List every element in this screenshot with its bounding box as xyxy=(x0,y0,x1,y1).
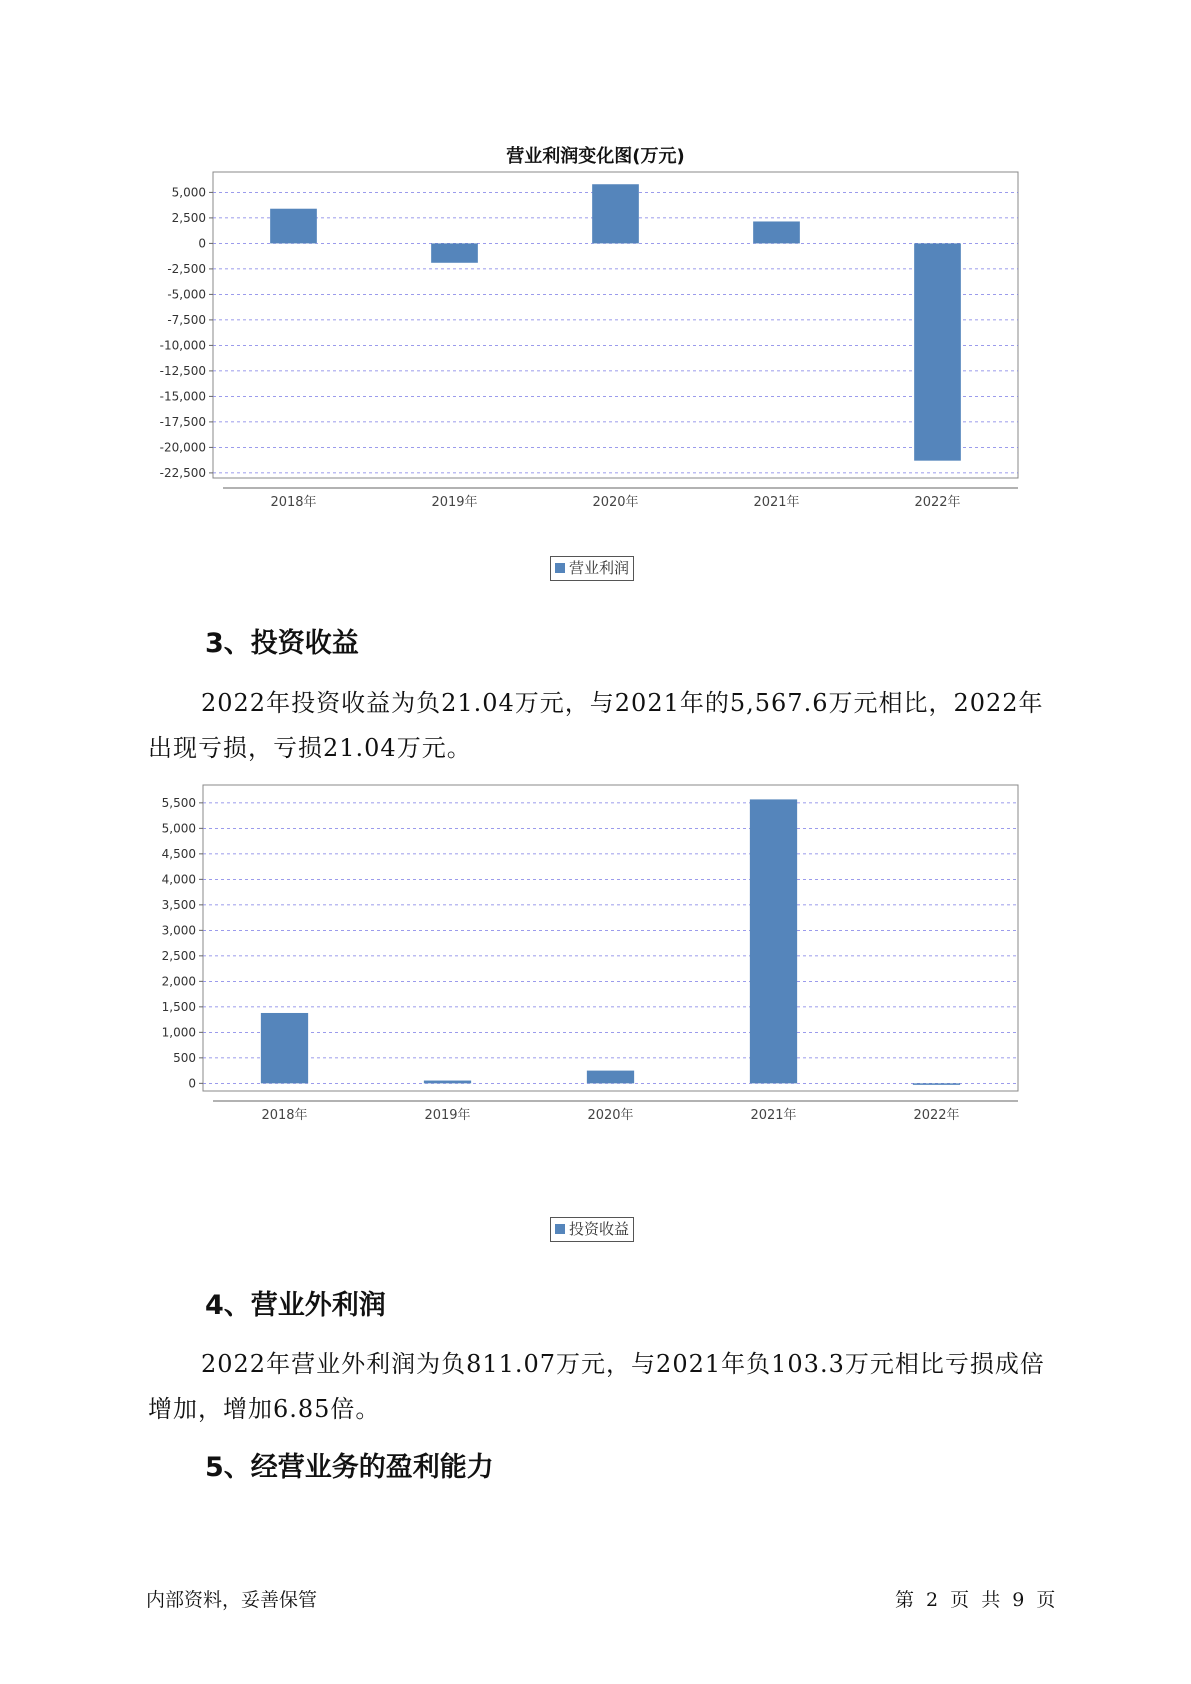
bar xyxy=(424,1081,471,1084)
y-tick-label: 0 xyxy=(198,236,206,251)
x-tick-label: 2018年 xyxy=(270,495,317,510)
heading-non-operating: 4、营业外利润 xyxy=(205,1290,386,1321)
page-number: 第 2 页 共 9 页 xyxy=(895,1589,1056,1611)
y-tick-label: 2,000 xyxy=(161,974,196,989)
chart2-svg xyxy=(150,795,1020,1200)
bar xyxy=(914,243,961,460)
y-tick-label: 4,500 xyxy=(161,846,196,861)
y-tick-label: -10,000 xyxy=(159,338,206,353)
y-tick-label: -22,500 xyxy=(159,465,206,480)
x-tick-label: 2021年 xyxy=(753,495,800,510)
y-tick-label: 0 xyxy=(188,1076,196,1091)
bar xyxy=(753,221,800,243)
paragraph-non-operating: 2022年营业外利润为负811.07万元，与2021年负103.3万元相比亏损成倍增加，增加6.85倍。 xyxy=(148,1350,1045,1423)
paragraph-investment: 2022年投资收益为负21.04万元，与2021年的5,567.6万元相比，2022年出现亏损，亏损21.04万元。 xyxy=(148,689,1044,762)
chart1-svg xyxy=(150,180,1020,540)
bar xyxy=(750,799,797,1083)
y-tick-label: 4,000 xyxy=(161,872,196,887)
x-tick-label: 2022年 xyxy=(914,495,961,510)
x-tick-label: 2018年 xyxy=(261,1108,308,1123)
y-tick-label: 3,500 xyxy=(161,897,196,912)
bar xyxy=(913,1083,960,1085)
legend-swatch xyxy=(555,563,565,573)
chart2-legend xyxy=(550,1217,634,1242)
bar xyxy=(270,209,317,244)
bar xyxy=(587,1071,634,1084)
y-tick-label: 5,500 xyxy=(161,795,196,810)
y-tick-label: 3,000 xyxy=(161,923,196,938)
chart1 xyxy=(150,180,1020,540)
y-tick-label: -17,500 xyxy=(159,414,206,429)
bar xyxy=(261,1013,308,1083)
y-tick-label: 2,500 xyxy=(171,210,206,225)
y-tick-label: 5,000 xyxy=(171,185,206,200)
chart1-legend-label: 营业利润 xyxy=(569,559,630,577)
y-tick-label: 1,500 xyxy=(161,999,196,1014)
y-tick-label: 1,000 xyxy=(161,1025,196,1040)
footer-note: 内部资料，妥善保管 xyxy=(146,1589,318,1611)
chart1-legend xyxy=(550,556,634,581)
y-tick-label: 2,500 xyxy=(161,948,196,963)
y-tick-label: -15,000 xyxy=(159,389,206,404)
y-tick-label: -7,500 xyxy=(167,312,206,327)
chart1-title: 营业利润变化图(万元) xyxy=(506,146,685,167)
chart2 xyxy=(150,795,1020,1200)
legend-swatch xyxy=(555,1224,565,1234)
x-tick-label: 2019年 xyxy=(424,1108,471,1123)
x-tick-label: 2020年 xyxy=(587,1108,634,1123)
y-tick-label: -5,000 xyxy=(167,287,206,302)
bar xyxy=(592,184,639,243)
bar xyxy=(431,243,478,262)
y-tick-label: -12,500 xyxy=(159,363,206,378)
x-tick-label: 2019年 xyxy=(431,495,478,510)
heading-investment: 3、投资收益 xyxy=(205,628,359,659)
x-tick-label: 2022年 xyxy=(913,1108,960,1123)
plot-area xyxy=(203,785,1018,1091)
y-tick-label: 5,000 xyxy=(161,821,196,836)
y-tick-label: -20,000 xyxy=(159,440,206,455)
chart2-legend-label: 投资收益 xyxy=(569,1220,630,1238)
y-tick-label: 500 xyxy=(173,1050,196,1065)
heading-profitability: 5、经营业务的盈利能力 xyxy=(205,1452,494,1483)
x-tick-label: 2021年 xyxy=(750,1108,797,1123)
y-tick-label: -2,500 xyxy=(167,261,206,276)
x-tick-label: 2020年 xyxy=(592,495,639,510)
